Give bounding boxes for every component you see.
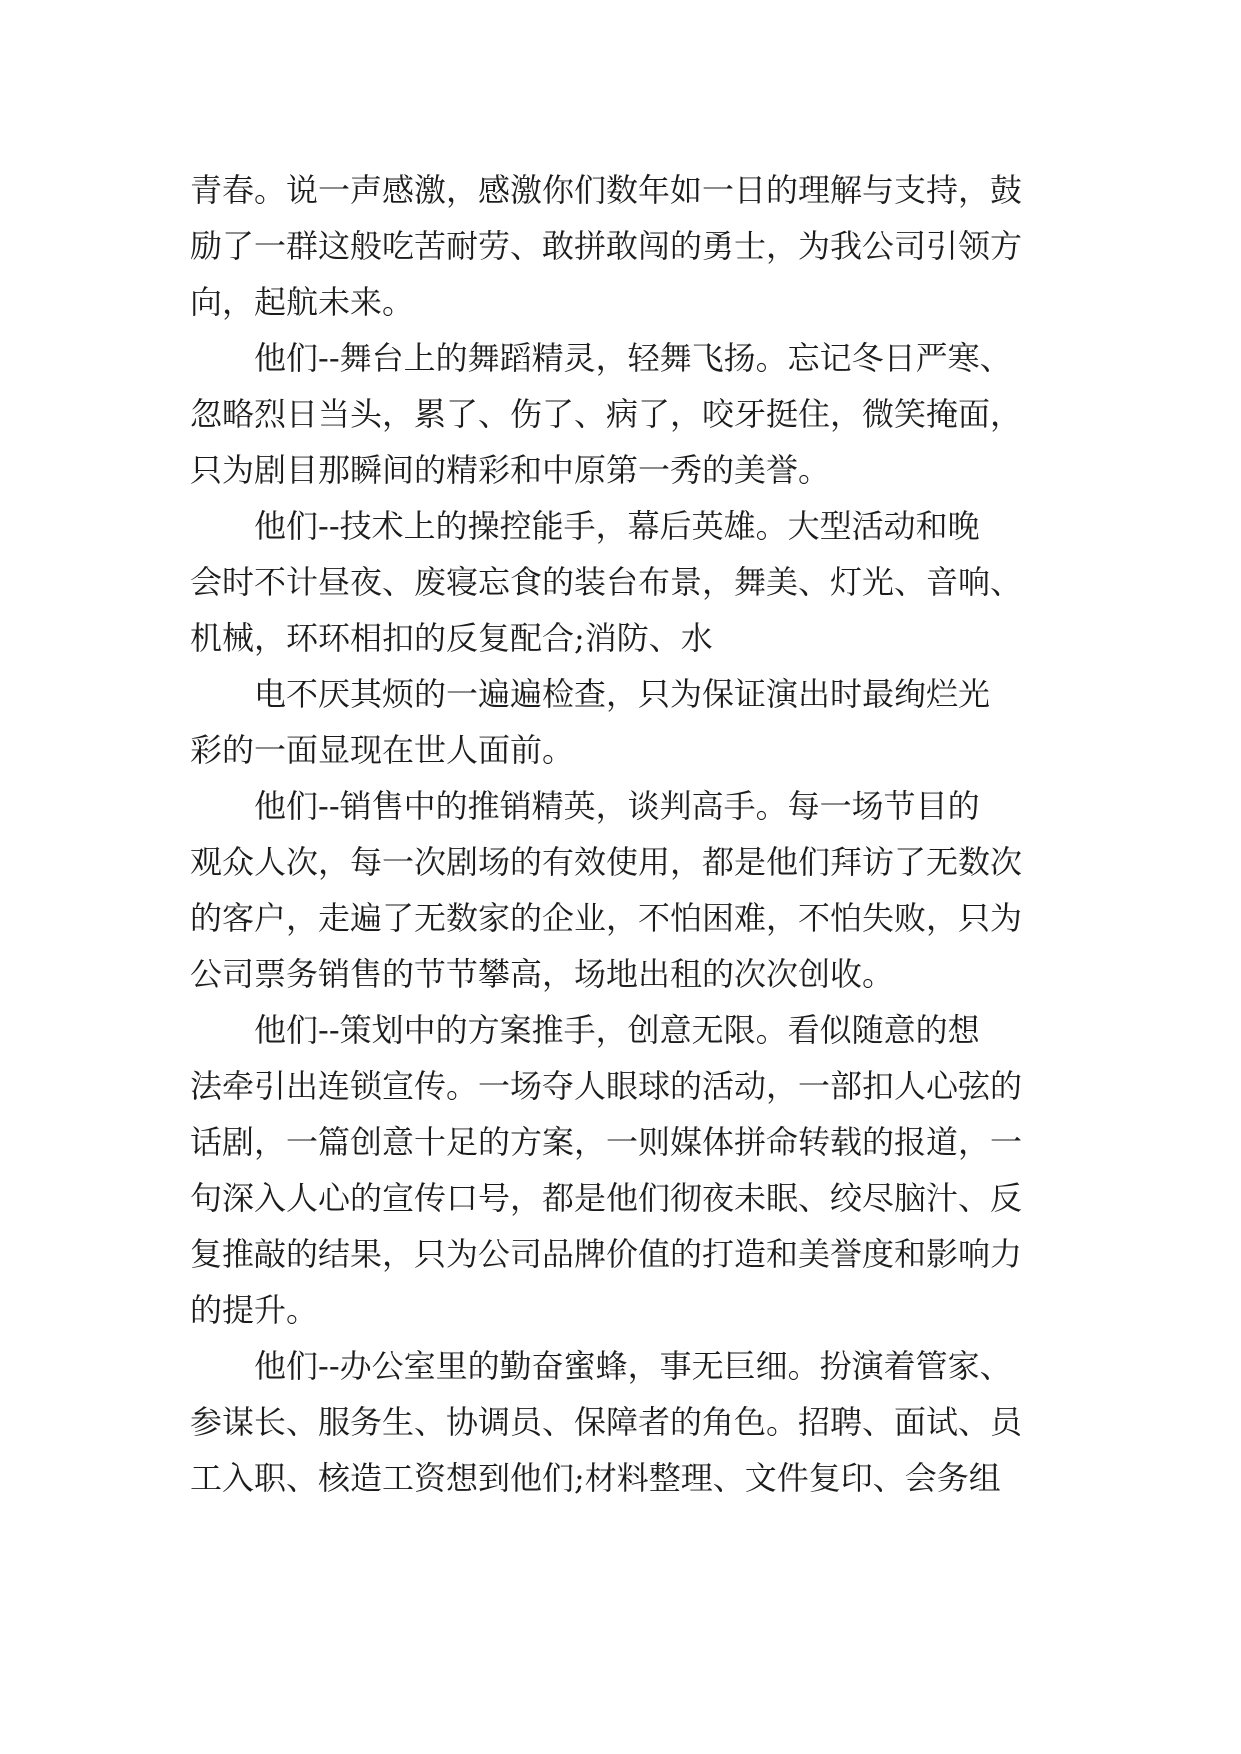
- text-line: 观众人次，每一次剧场的有效使用，都是他们拜访了无数次: [190, 843, 1023, 881]
- text-line: 他们--办公室里的勤奋蜜蜂，事无巨细。扮演着管家、: [190, 1347, 1012, 1385]
- text-line: 话剧，一篇创意十足的方案，一则媒体拼命转载的报道，一: [190, 1123, 1023, 1161]
- text-line: 青春。说一声感激，感激你们数年如一日的理解与支持，鼓: [190, 171, 1023, 209]
- text-line: 他们--策划中的方案推手，创意无限。看似随意的想: [190, 1011, 980, 1049]
- text-line: 励了一群这般吃苦耐劳、敢拼敢闯的勇士，为我公司引领方: [190, 227, 1023, 265]
- text-line: 忽略烈日当头，累了、伤了、病了，咬牙挺住，微笑掩面，: [190, 395, 1023, 433]
- text-line: 电不厌其烦的一遍遍检查，只为保证演出时最绚烂光: [190, 675, 991, 713]
- text-line: 工入职、核造工资想到他们;材料整理、文件复印、会务组: [190, 1459, 1001, 1497]
- text-line: 参谋长、服务生、协调员、保障者的角色。招聘、面试、员: [190, 1403, 1023, 1441]
- text-line: 会时不计昼夜、废寝忘食的装台布景，舞美、灯光、音响、: [190, 563, 1023, 601]
- text-line: 机械，环环相扣的反复配合;消防、水: [190, 619, 713, 657]
- text-line: 句深入人心的宣传口号，都是他们彻夜未眠、绞尽脑汁、反: [190, 1179, 1023, 1217]
- text-line: 彩的一面显现在世人面前。: [190, 731, 575, 769]
- body-text: [190, 162, 1066, 1506]
- text-line: 公司票务销售的节节攀高，场地出租的次次创收。: [190, 955, 895, 993]
- text-line: 法牵引出连锁宣传。一场夺人眼球的活动，一部扣人心弦的: [190, 1067, 1023, 1105]
- text-line: 的提升。: [190, 1291, 319, 1329]
- text-line: 的客户，走遍了无数家的企业，不怕困难，不怕失败，只为: [190, 899, 1023, 937]
- text-line: 向，起航未来。: [190, 283, 415, 321]
- text-line: 只为剧目那瞬间的精彩和中原第一秀的美誉。: [190, 451, 831, 489]
- text-line: 他们--销售中的推销精英，谈判高手。每一场节目的: [190, 787, 980, 825]
- text-line: 复推敲的结果，只为公司品牌价值的打造和美誉度和影响力: [190, 1235, 1023, 1273]
- text-line: 他们--技术上的操控能手，幕后英雄。大型活动和晚: [190, 507, 980, 545]
- text-line: 他们--舞台上的舞蹈精灵，轻舞飞扬。忘记冬日严寒、: [190, 339, 1012, 377]
